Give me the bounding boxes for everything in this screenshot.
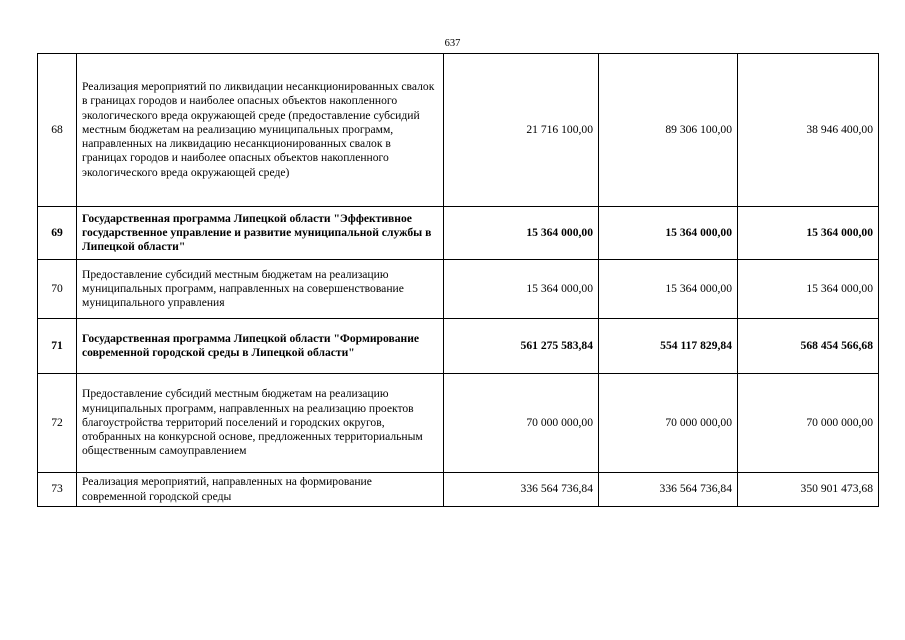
row-number: 69: [38, 207, 77, 260]
row-value-year-2: 554 117 829,84: [599, 319, 738, 374]
page-number: 637: [444, 38, 461, 49]
row-value-year-3: 38 946 400,00: [738, 54, 879, 207]
table-row: [38, 319, 879, 374]
row-value-year-2: 70 000 000,00: [599, 374, 738, 473]
row-value-year-1: 70 000 000,00: [444, 374, 599, 473]
table-row: [38, 374, 879, 473]
row-number: 73: [38, 473, 77, 507]
row-value-year-1: 21 716 100,00: [444, 54, 599, 207]
row-value-year-3: 70 000 000,00: [738, 374, 879, 473]
table-row: [38, 207, 879, 260]
row-number: 71: [38, 319, 77, 374]
row-value-year-1: 336 564 736,84: [444, 473, 599, 507]
row-value-year-3: 568 454 566,68: [738, 319, 879, 374]
row-value-year-2: 336 564 736,84: [599, 473, 738, 507]
row-value-year-3: 15 364 000,00: [738, 260, 879, 319]
row-name: Предоставление субсидий местным бюджетам на реализацию муниципальных программ, направленных на совершенствование муниципального управления: [77, 260, 444, 319]
row-name: Предоставление субсидий местным бюджетам на реализацию муниципальных программ, направленных на реализацию проектов благоустройства территорий поселений и городских округов, отобранных на конкурсной основе, предложенных территориальным общественным самоуправлением: [77, 374, 444, 473]
row-value-year-2: 15 364 000,00: [599, 207, 738, 260]
row-value-year-3: 350 901 473,68: [738, 473, 879, 507]
row-name: Государственная программа Липецкой области "Эффективное государственное управление и развитие муниципальной службы в Липецкой области": [77, 207, 444, 260]
row-value-year-1: 561 275 583,84: [444, 319, 599, 374]
row-name: Реализация мероприятий по ликвидации несанкционированных свалок в границах городов и наиболее опасных объектов накопленного экологического вреда окружающей среде (предоставление субсидий местным бюджетам на реализацию муниципальных программ, направленных на ликвидацию несанкционированных свалок в границах городов и наиболее опасных объектов накопленного экологического вреда окружающей среде): [77, 54, 444, 207]
table-row: [38, 473, 879, 507]
row-number: 72: [38, 374, 77, 473]
table-row: [38, 260, 879, 319]
budget-table: [37, 53, 879, 507]
row-value-year-1: 15 364 000,00: [444, 207, 599, 260]
row-value-year-2: 89 306 100,00: [599, 54, 738, 207]
row-value-year-2: 15 364 000,00: [599, 260, 738, 319]
row-value-year-1: 15 364 000,00: [444, 260, 599, 319]
row-number: 68: [38, 54, 77, 207]
row-name: Государственная программа Липецкой области "Формирование современной городской среды в Липецкой области": [77, 319, 444, 374]
row-number: 70: [38, 260, 77, 319]
row-name: Реализация мероприятий, направленных на формирование современной городской среды: [77, 473, 444, 507]
table-row: [38, 54, 879, 207]
row-value-year-3: 15 364 000,00: [738, 207, 879, 260]
